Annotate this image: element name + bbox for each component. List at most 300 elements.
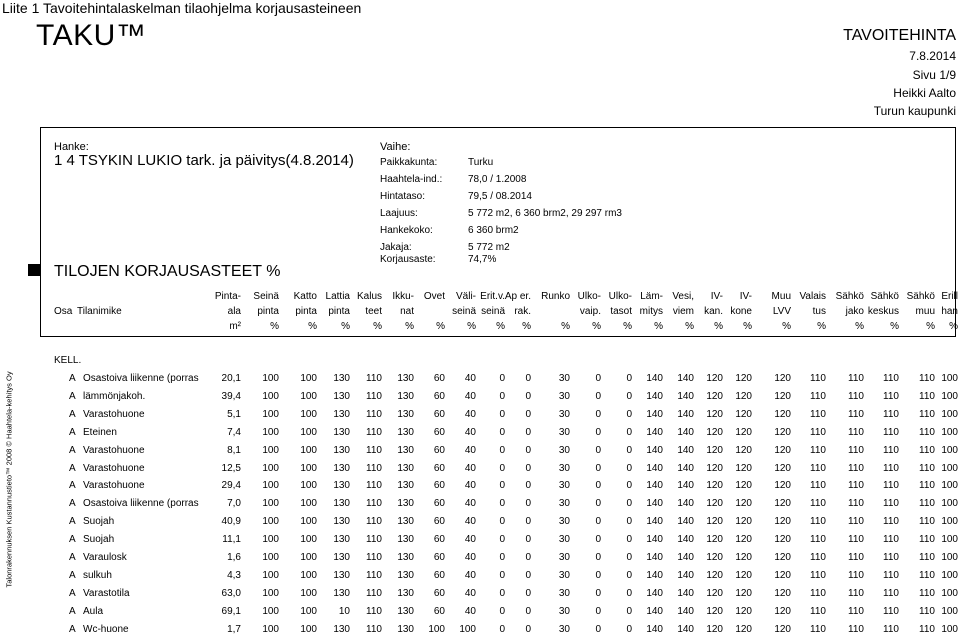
- row-value: 110: [919, 605, 935, 617]
- row-value: 120: [774, 587, 791, 599]
- row-value: 7,0: [227, 498, 241, 510]
- row-value: 110: [810, 587, 826, 599]
- row-value: 0: [626, 516, 632, 528]
- info-value: 6 360 brm2: [468, 225, 519, 236]
- row-value: 8,1: [227, 444, 241, 456]
- column-unit: %: [685, 321, 694, 332]
- row-value: 120: [706, 373, 723, 384]
- row-value: 120: [735, 426, 752, 438]
- row-value: 1,7: [227, 623, 241, 635]
- row-osa: A: [69, 444, 76, 456]
- column-header-line1: Erit.v.: [480, 291, 505, 302]
- row-value: 0: [595, 444, 601, 456]
- row-value: 100: [262, 373, 279, 384]
- section-bullet: [28, 264, 40, 276]
- row-value: 110: [810, 498, 826, 510]
- row-value: 110: [810, 444, 826, 456]
- row-value: 0: [525, 408, 531, 420]
- row-value: 120: [774, 534, 791, 546]
- row-value: 140: [677, 587, 694, 599]
- row-value: 110: [810, 462, 826, 474]
- row-value: 60: [433, 605, 445, 617]
- row-value: 120: [706, 444, 723, 456]
- row-value: 110: [883, 534, 899, 546]
- column-header-line2: muu: [915, 306, 935, 317]
- column-header-line2: tus: [812, 306, 826, 317]
- row-value: 20,1: [221, 373, 241, 384]
- row-value: 100: [300, 605, 317, 617]
- row-value: 110: [848, 390, 864, 402]
- row-value: 12,5: [221, 462, 241, 474]
- row-osa: A: [69, 480, 76, 492]
- row-value: 0: [595, 587, 601, 599]
- row-value: 0: [525, 390, 531, 402]
- row-value: 0: [499, 444, 505, 456]
- column-header-line2: nat: [400, 306, 414, 317]
- row-value: 0: [595, 373, 601, 384]
- row-value: 140: [677, 426, 694, 438]
- info-label: Haahtela-ind.:: [380, 174, 443, 185]
- row-value: 0: [525, 426, 531, 438]
- row-value: 100: [941, 408, 958, 420]
- row-value: 0: [499, 462, 505, 474]
- column-unit: %: [436, 321, 445, 332]
- row-value: 110: [810, 516, 826, 528]
- row-value: 100: [262, 390, 279, 402]
- column-header-line1: Ulko-: [608, 291, 632, 302]
- row-value: 40: [464, 373, 476, 384]
- group-label: KELL.: [54, 355, 82, 366]
- row-value: 120: [706, 516, 723, 528]
- row-value: 0: [595, 605, 601, 617]
- row-value: 130: [397, 534, 414, 546]
- row-value: 40: [464, 462, 476, 474]
- row-value: 110: [883, 587, 899, 599]
- column-header-line2: seinä: [481, 306, 505, 317]
- row-value: 110: [848, 373, 864, 384]
- row-value: 100: [262, 552, 279, 563]
- row-value: 110: [848, 552, 864, 563]
- row-value: 140: [677, 480, 694, 492]
- row-value: 120: [706, 408, 723, 420]
- row-value: 130: [397, 569, 414, 581]
- row-value: 30: [558, 462, 570, 474]
- document-title: TAVOITEHINTA: [843, 27, 956, 44]
- row-osa: A: [69, 426, 76, 438]
- row-value: 130: [333, 569, 350, 581]
- row-osa: A: [69, 498, 76, 510]
- row-value: 140: [646, 408, 663, 420]
- row-value: 120: [735, 373, 752, 384]
- column-header-line2: keskus: [867, 306, 899, 317]
- row-value: 120: [706, 587, 723, 599]
- row-value: 120: [706, 498, 723, 510]
- row-value: 120: [735, 480, 752, 492]
- row-value: 110: [366, 605, 382, 617]
- column-unit: %: [308, 321, 317, 332]
- row-value: 130: [333, 534, 350, 546]
- row-value: 110: [366, 498, 382, 510]
- row-value: 130: [397, 426, 414, 438]
- row-value: 60: [433, 462, 445, 474]
- row-value: 110: [366, 569, 382, 581]
- row-value: 0: [626, 462, 632, 474]
- row-value: 110: [366, 534, 382, 546]
- row-value: 60: [433, 534, 445, 546]
- row-value: 140: [646, 462, 663, 474]
- row-value: 120: [774, 605, 791, 617]
- row-value: 140: [677, 444, 694, 456]
- row-value: 40: [464, 605, 476, 617]
- row-value: 130: [333, 426, 350, 438]
- row-value: 40,9: [221, 516, 241, 528]
- info-label: Paikkakunta:: [380, 157, 438, 168]
- row-value: 60: [433, 587, 445, 599]
- project-name: 1 4 TSYKIN LUKIO tark. ja päivitys(4.8.2014): [54, 152, 354, 169]
- column-header-line2: kone: [730, 306, 752, 317]
- row-value: 140: [646, 516, 663, 528]
- row-value: 100: [262, 516, 279, 528]
- row-value: 1,6: [227, 552, 241, 563]
- row-name: Varastohuone: [83, 462, 145, 474]
- column-header-line1: Valais: [799, 291, 826, 302]
- row-name: Suojah: [83, 516, 115, 528]
- row-value: 0: [595, 390, 601, 402]
- row-value: 140: [677, 462, 694, 474]
- column-header-line2: pinta: [328, 306, 350, 317]
- row-value: 120: [774, 373, 791, 384]
- row-value: 110: [919, 480, 935, 492]
- row-value: 100: [300, 516, 317, 528]
- row-value: 0: [626, 605, 632, 617]
- row-value: 110: [366, 390, 382, 402]
- row-value: 110: [919, 462, 935, 474]
- row-value: 0: [626, 587, 632, 599]
- row-value: 120: [735, 569, 752, 581]
- row-value: 140: [677, 390, 694, 402]
- row-value: 140: [646, 569, 663, 581]
- row-value: 100: [941, 587, 958, 599]
- row-value: 100: [459, 623, 476, 635]
- column-unit: %: [341, 321, 350, 332]
- row-value: 30: [558, 623, 570, 635]
- column-unit: m²: [229, 321, 241, 332]
- row-value: 110: [848, 587, 864, 599]
- row-value: 120: [706, 534, 723, 546]
- row-value: 63,0: [221, 587, 241, 599]
- column-unit: %: [654, 321, 663, 332]
- row-value: 30: [558, 408, 570, 420]
- column-header-line1: Katto: [293, 291, 317, 302]
- row-osa: A: [69, 534, 76, 546]
- row-value: 130: [397, 408, 414, 420]
- row-value: 40: [464, 444, 476, 456]
- row-value: 0: [595, 498, 601, 510]
- info-label: Jakaja:: [380, 242, 412, 253]
- column-header-line1: Pinta-: [214, 291, 241, 302]
- column-unit: %: [714, 321, 723, 332]
- row-name: Suojah: [83, 534, 115, 546]
- row-value: 130: [397, 587, 414, 599]
- row-value: 110: [883, 552, 899, 563]
- row-value: 29,4: [221, 480, 241, 492]
- row-value: 100: [300, 569, 317, 581]
- row-value: 100: [941, 552, 958, 563]
- row-value: 110: [919, 516, 935, 528]
- row-value: 7,4: [227, 426, 241, 438]
- row-value: 110: [883, 390, 899, 402]
- column-header-line1: Ovet: [423, 291, 445, 302]
- row-value: 110: [366, 373, 382, 384]
- section-title: TILOJEN KORJAUSASTEET %: [54, 263, 281, 280]
- row-value: 60: [433, 552, 445, 563]
- row-value: 130: [397, 462, 414, 474]
- row-value: 100: [941, 462, 958, 474]
- column-header-line1: Muu: [771, 291, 791, 302]
- row-value: 30: [558, 390, 570, 402]
- row-value: 110: [848, 480, 864, 492]
- row-value: 130: [397, 516, 414, 528]
- row-value: 100: [300, 480, 317, 492]
- row-value: 100: [941, 373, 958, 384]
- row-value: 0: [595, 534, 601, 546]
- row-name: Wc-huone: [83, 623, 129, 635]
- row-value: 140: [677, 516, 694, 528]
- row-name: Varastotila: [83, 587, 130, 599]
- row-value: 0: [499, 605, 505, 617]
- row-value: 100: [300, 534, 317, 546]
- row-value: 110: [810, 408, 826, 420]
- row-value: 60: [433, 390, 445, 402]
- column-header-line2: seinä: [452, 306, 476, 317]
- column-unit: %: [522, 321, 531, 332]
- column-header-line1: Ap er.: [504, 291, 531, 302]
- row-value: 120: [774, 569, 791, 581]
- row-value: 110: [883, 516, 899, 528]
- row-value: 130: [333, 623, 350, 635]
- row-value: 130: [397, 480, 414, 492]
- info-value: 79,5 / 08.2014: [468, 191, 532, 202]
- row-value: 110: [810, 569, 826, 581]
- phase-label: Vaihe:: [380, 141, 411, 153]
- row-value: 110: [848, 516, 864, 528]
- row-value: 110: [919, 534, 935, 546]
- row-value: 30: [558, 605, 570, 617]
- row-value: 120: [735, 498, 752, 510]
- row-value: 60: [433, 444, 445, 456]
- row-value: 120: [774, 498, 791, 510]
- row-value: 100: [262, 444, 279, 456]
- row-value: 110: [810, 480, 826, 492]
- row-value: 0: [499, 373, 505, 384]
- row-value: 100: [300, 426, 317, 438]
- row-value: 120: [735, 605, 752, 617]
- info-label: Korjausaste:: [380, 254, 436, 265]
- row-value: 100: [300, 444, 317, 456]
- column-header-line1: Sähkö: [835, 291, 864, 302]
- row-value: 120: [735, 534, 752, 546]
- row-value: 0: [525, 480, 531, 492]
- row-value: 110: [919, 426, 935, 438]
- row-name: Varastohuone: [83, 408, 145, 420]
- row-value: 30: [558, 373, 570, 384]
- row-value: 140: [646, 605, 663, 617]
- row-value: 110: [366, 426, 382, 438]
- row-value: 69,1: [221, 605, 241, 617]
- row-value: 110: [883, 498, 899, 510]
- row-value: 0: [595, 552, 601, 563]
- column-unit: %: [623, 321, 632, 332]
- column-header-line2: mitys: [639, 306, 663, 317]
- row-value: 110: [366, 480, 382, 492]
- row-value: 110: [883, 569, 899, 581]
- column-header-line1: IV-: [739, 291, 752, 302]
- row-value: 110: [919, 623, 935, 635]
- row-value: 140: [646, 587, 663, 599]
- row-value: 100: [941, 534, 958, 546]
- row-value: 140: [677, 534, 694, 546]
- row-value: 100: [262, 408, 279, 420]
- row-value: 40: [464, 552, 476, 563]
- row-value: 100: [262, 623, 279, 635]
- row-value: 130: [397, 373, 414, 384]
- column-header-line1: Ikku-: [392, 291, 414, 302]
- row-osa: A: [69, 516, 76, 528]
- row-value: 110: [366, 623, 382, 635]
- row-value: 140: [646, 444, 663, 456]
- row-value: 40: [464, 498, 476, 510]
- column-unit: %: [855, 321, 864, 332]
- row-value: 5,1: [227, 408, 241, 420]
- column-header-line2: teet: [365, 306, 382, 317]
- row-value: 120: [774, 552, 791, 563]
- row-name: Osastoiva liikenne (porras: [83, 373, 199, 384]
- row-value: 100: [941, 498, 958, 510]
- row-value: 30: [558, 587, 570, 599]
- column-header-line2: pinta: [295, 306, 317, 317]
- row-value: 130: [333, 552, 350, 563]
- row-value: 140: [677, 623, 694, 635]
- row-value: 0: [595, 426, 601, 438]
- column-unit: %: [405, 321, 414, 332]
- organization-name: Turun kaupunki: [873, 104, 956, 118]
- row-value: 110: [366, 516, 382, 528]
- row-value: 110: [919, 587, 935, 599]
- row-value: 0: [595, 569, 601, 581]
- row-value: 110: [919, 552, 935, 563]
- row-value: 0: [595, 480, 601, 492]
- row-value: 0: [525, 498, 531, 510]
- row-value: 130: [333, 373, 350, 384]
- column-unit: %: [949, 321, 958, 332]
- row-osa: A: [69, 569, 76, 581]
- row-value: 0: [525, 462, 531, 474]
- row-osa: A: [69, 462, 76, 474]
- row-value: 130: [333, 516, 350, 528]
- row-osa: A: [69, 390, 76, 402]
- row-value: 60: [433, 373, 445, 384]
- row-name: Eteinen: [83, 426, 117, 438]
- row-value: 140: [646, 480, 663, 492]
- row-value: 110: [810, 552, 826, 563]
- row-value: 120: [706, 390, 723, 402]
- row-value: 40: [464, 587, 476, 599]
- row-value: 4,3: [227, 569, 241, 581]
- row-value: 130: [397, 390, 414, 402]
- copyright-sidebar: Talonrakennuksen Kustannustieto™ 2008 © Haahtela-kehitys Oy: [4, 371, 14, 588]
- row-name: sulkuh: [83, 569, 112, 581]
- row-value: 0: [525, 444, 531, 456]
- row-value: 60: [433, 408, 445, 420]
- row-value: 120: [735, 408, 752, 420]
- row-value: 120: [774, 444, 791, 456]
- column-unit: %: [743, 321, 752, 332]
- row-value: 0: [525, 605, 531, 617]
- taku-logo: TAKU™: [36, 19, 147, 52]
- row-value: 100: [300, 587, 317, 599]
- column-header-line1: Läm-: [640, 291, 663, 302]
- column-header-line2: ala: [227, 306, 241, 317]
- row-value: 140: [646, 426, 663, 438]
- row-value: 110: [810, 426, 826, 438]
- row-name: Aula: [83, 605, 104, 617]
- row-value: 0: [525, 569, 531, 581]
- column-header-line1: Lattia: [325, 291, 350, 302]
- row-value: 110: [919, 498, 935, 510]
- row-value: 0: [499, 587, 505, 599]
- row-value: 110: [848, 605, 864, 617]
- row-value: 130: [333, 390, 350, 402]
- row-value: 0: [525, 373, 531, 384]
- column-header-line1: Runko: [541, 291, 570, 302]
- row-value: 100: [941, 623, 958, 635]
- row-value: 0: [626, 498, 632, 510]
- row-value: 30: [558, 426, 570, 438]
- row-value: 130: [397, 605, 414, 617]
- row-value: 100: [300, 498, 317, 510]
- column-header-line1: Ulko-: [577, 291, 601, 302]
- column-header-line2: vaip.: [579, 306, 601, 317]
- row-value: 60: [433, 516, 445, 528]
- row-value: 120: [735, 587, 752, 599]
- info-value: 5 772 m2, 6 360 brm2, 29 297 rm3: [468, 208, 622, 219]
- document-date: 7.8.2014: [909, 49, 956, 63]
- info-value: 78,0 / 1.2008: [468, 174, 527, 185]
- row-value: 0: [525, 587, 531, 599]
- row-value: 100: [941, 426, 958, 438]
- row-value: 100: [941, 390, 958, 402]
- row-value: 120: [774, 408, 791, 420]
- row-value: 110: [810, 534, 826, 546]
- row-value: 40: [464, 516, 476, 528]
- row-name: Osastoiva liikenne (porras: [83, 498, 199, 510]
- row-osa: A: [69, 587, 76, 599]
- row-value: 120: [706, 480, 723, 492]
- row-value: 130: [333, 498, 350, 510]
- row-value: 120: [735, 462, 752, 474]
- row-value: 120: [706, 462, 723, 474]
- column-unit: %: [782, 321, 791, 332]
- column-header-line1: Erill: [941, 291, 958, 302]
- row-value: 0: [626, 569, 632, 581]
- row-value: 110: [848, 462, 864, 474]
- row-value: 130: [397, 444, 414, 456]
- author-name: Heikki Aalto: [893, 86, 956, 100]
- row-value: 100: [262, 498, 279, 510]
- row-value: 0: [595, 516, 601, 528]
- row-value: 130: [333, 587, 350, 599]
- row-name: Varastohuone: [83, 480, 145, 492]
